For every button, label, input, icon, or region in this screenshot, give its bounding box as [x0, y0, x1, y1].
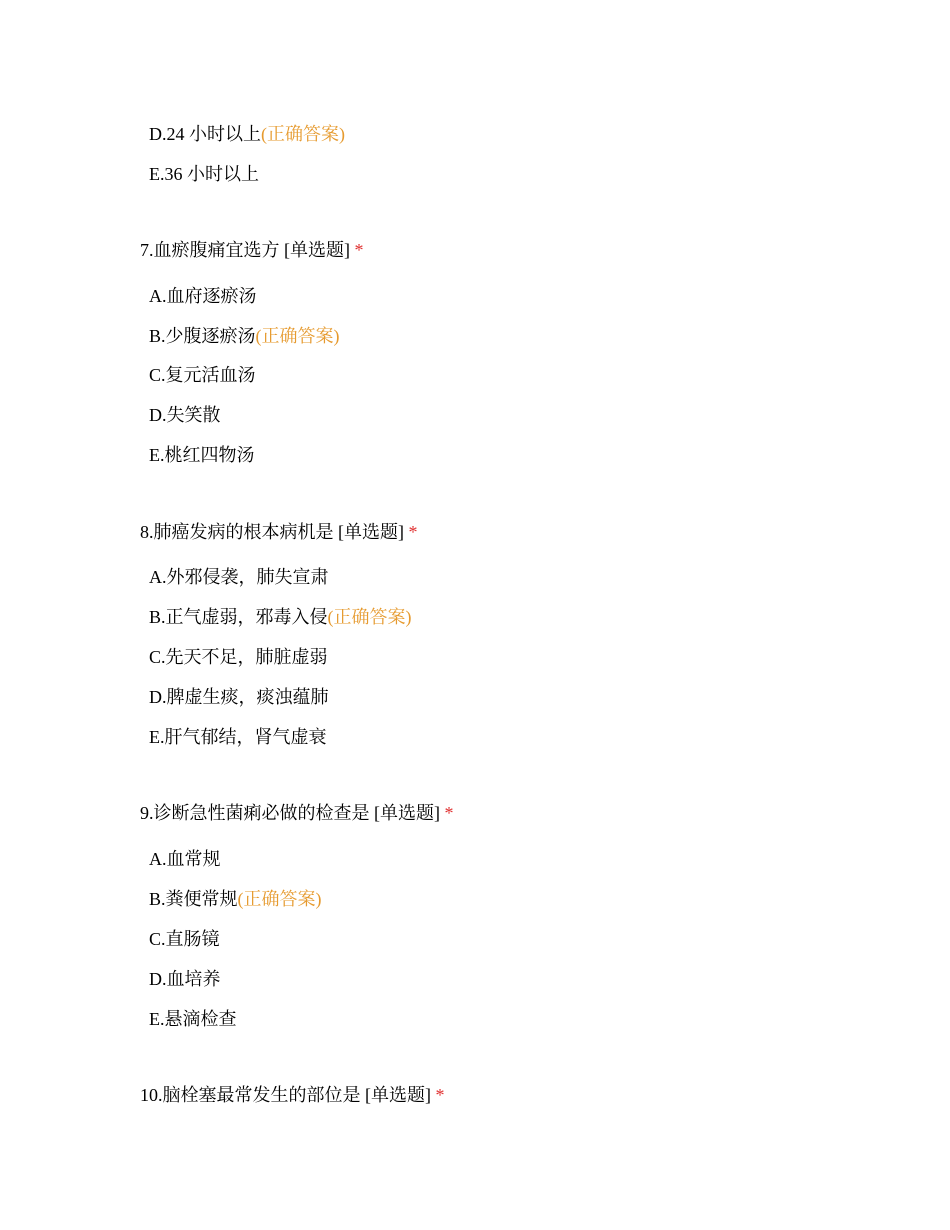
option-text: B.少腹逐瘀汤 — [149, 326, 256, 346]
required-star: * — [435, 1085, 445, 1105]
option-q9-e[interactable] — [149, 1008, 237, 1030]
option-text: B.正气虚弱，邪毒入侵 — [149, 607, 328, 627]
option-q6-e[interactable] — [149, 163, 259, 185]
option-text: E.悬滴检查 — [149, 1009, 237, 1029]
option-text: A.外邪侵袭，肺失宣肃 — [149, 567, 329, 587]
required-star: * — [444, 803, 454, 823]
option-text: C.直肠镜 — [149, 929, 220, 949]
option-q9-d[interactable] — [149, 968, 221, 990]
question-title-q10 — [140, 1084, 445, 1106]
option-text: A.血府逐瘀汤 — [149, 286, 257, 306]
option-text: A.血常规 — [149, 849, 221, 869]
option-q9-b[interactable] — [149, 888, 322, 910]
question-title-q8 — [140, 521, 418, 543]
question-text: 8.肺癌发病的根本病机是 [单选题] — [140, 522, 404, 542]
required-star: * — [408, 522, 418, 542]
option-q9-a[interactable] — [149, 848, 221, 870]
option-text: B.粪便常规 — [149, 889, 238, 909]
option-text: D.失笑散 — [149, 405, 221, 425]
option-q6-d[interactable] — [149, 123, 345, 145]
correct-answer-marker: (正确答案) — [255, 326, 340, 346]
option-text: D.24 小时以上 — [149, 124, 261, 144]
option-text: D.脾虚生痰，痰浊蕴肺 — [149, 687, 329, 707]
option-q8-c[interactable] — [149, 646, 328, 668]
option-q8-b[interactable] — [149, 606, 412, 628]
option-q7-a[interactable] — [149, 285, 257, 307]
option-q7-d[interactable] — [149, 404, 221, 426]
option-text: E.36 小时以上 — [149, 164, 259, 184]
question-text: 10.脑栓塞最常发生的部位是 [单选题] — [140, 1085, 431, 1105]
correct-answer-marker: (正确答案) — [237, 889, 322, 909]
question-text: 7.血瘀腹痛宜选方 [单选题] — [140, 240, 350, 260]
option-q8-e[interactable] — [149, 726, 327, 748]
option-q8-a[interactable] — [149, 566, 329, 588]
option-text: E.桃红四物汤 — [149, 445, 255, 465]
question-title-q7 — [140, 239, 364, 261]
option-text: C.复元活血汤 — [149, 365, 256, 385]
option-text: C.先天不足，肺脏虚弱 — [149, 647, 328, 667]
correct-answer-marker: (正确答案) — [327, 607, 412, 627]
option-q9-c[interactable] — [149, 928, 220, 950]
option-q7-e[interactable] — [149, 444, 255, 466]
correct-answer-marker: (正确答案) — [261, 124, 345, 144]
question-title-q9 — [140, 802, 454, 824]
option-q7-b[interactable] — [149, 325, 340, 347]
option-text: E.肝气郁结，肾气虚衰 — [149, 727, 327, 747]
option-text: D.血培养 — [149, 969, 221, 989]
required-star: * — [354, 240, 364, 260]
option-q7-c[interactable] — [149, 364, 256, 386]
option-q8-d[interactable] — [149, 686, 329, 708]
question-text: 9.诊断急性菌痢必做的检查是 [单选题] — [140, 803, 440, 823]
